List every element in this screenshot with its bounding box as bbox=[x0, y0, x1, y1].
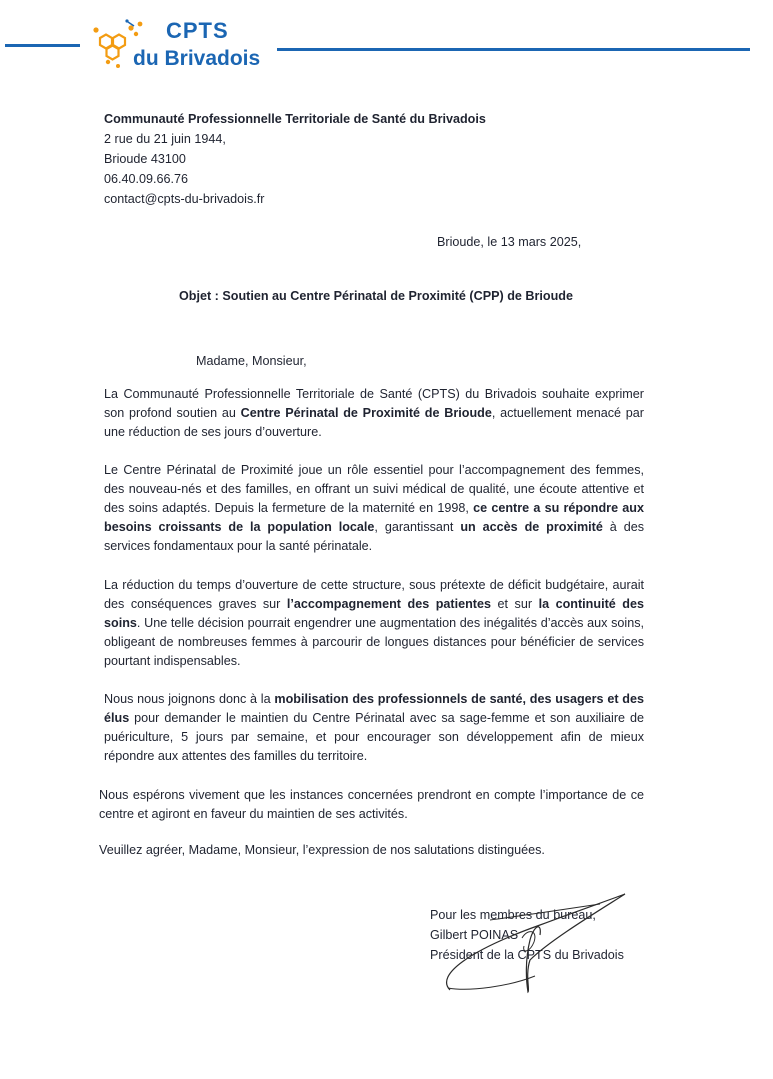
logo-subtitle: du Brivadois bbox=[133, 47, 261, 70]
text-run: à des services fondamentaux pour la santé périnatale. bbox=[104, 520, 645, 553]
bold-text-run: l’accompagnement des patientes bbox=[286, 597, 492, 611]
sender-email: contact@cpts-du-brivadois.fr bbox=[104, 192, 265, 206]
header-rule-right bbox=[277, 48, 750, 51]
body-paragraph bbox=[99, 786, 644, 824]
text-run: Nous nous joignons donc à la bbox=[104, 692, 275, 706]
signature-line-members: Pour les membres du bureau, bbox=[430, 908, 596, 922]
bold-text-run: mobilisation des professionnels de santé, des usagers et des élus bbox=[104, 692, 644, 725]
text-run: , actuellement menacé par une réduction de ses jours d’ouverture. bbox=[104, 406, 644, 439]
body-paragraph bbox=[104, 576, 644, 671]
text-run: Le Centre Périnatal de Proximité joue un rôle essentiel pour l’accompagnement des femmes, des nouveau-nés et des familles, en offrant un suivi médical de qualité, une écoute attentive et des soins adaptés. Depuis la fermeture de la maternité en 1998, bbox=[104, 463, 644, 515]
text-run: La Communauté Professionnelle Territoriale de Santé (CPTS) du Brivadois souhaite exprimer son profond soutien au bbox=[104, 387, 644, 420]
body-paragraph bbox=[104, 385, 644, 442]
sender-name: Communauté Professionnelle Territoriale de Santé du Brivadois bbox=[104, 112, 486, 126]
bold-text-run: la continuité des soins bbox=[104, 597, 644, 630]
body-paragraph bbox=[104, 690, 644, 766]
text-run: , garantissant bbox=[374, 520, 461, 534]
logo-title: CPTS bbox=[166, 18, 229, 43]
sender-street: 2 rue du 21 juin 1944, bbox=[104, 132, 226, 146]
text-run: et sur bbox=[491, 597, 539, 611]
closing-formula: Veuillez agréer, Madame, Monsieur, l’expression de nos salutations distinguées. bbox=[99, 843, 545, 857]
bold-text-run: ce centre a su répondre aux besoins croissants de la population locale bbox=[104, 501, 644, 534]
text-run: . Une telle décision pourrait engendrer une augmentation des inégalités d’accès aux soins, obligeant de nombreuses femmes à parcourir de longues distances pour bénéficier de services pourtant indispensables. bbox=[104, 616, 644, 668]
salutation: Madame, Monsieur, bbox=[196, 354, 307, 368]
text-run: La réduction du temps d’ouverture de cette structure, sous prétexte de déficit budgétaire, aurait des conséquences graves sur bbox=[104, 578, 644, 611]
handwritten-signature-icon bbox=[430, 880, 630, 1000]
body-paragraph bbox=[104, 461, 644, 556]
bold-text-run: un accès de proximité bbox=[460, 520, 603, 534]
sender-phone: 06.40.09.66.76 bbox=[104, 172, 189, 186]
header-rule-left bbox=[5, 44, 80, 47]
text-run: Nous espérons vivement que les instances concernées prendront en compte l’importance de ce centre et agiront en faveur du maintien de ses activités. bbox=[99, 788, 644, 821]
signatory-name: Gilbert POINAS bbox=[430, 928, 519, 942]
subject-line: Objet : Soutien au Centre Périnatal de Proximité (CPP) de Brioude bbox=[179, 289, 573, 303]
date-line: Brioude, le 13 mars 2025, bbox=[437, 235, 582, 249]
sender-city: Brioude 43100 bbox=[104, 152, 186, 166]
bold-text-run: Centre Périnatal de Proximité de Brioude bbox=[240, 406, 492, 420]
signatory-title: Président de la CPTS du Brivadois bbox=[430, 948, 624, 962]
text-run: pour demander le maintien du Centre Périnatal avec sa sage-femme et son auxiliaire de puériculture, 5 jours par semaine, et pour encourager son développement afin de mieux répondre aux attentes des familles du territoire. bbox=[104, 711, 644, 763]
